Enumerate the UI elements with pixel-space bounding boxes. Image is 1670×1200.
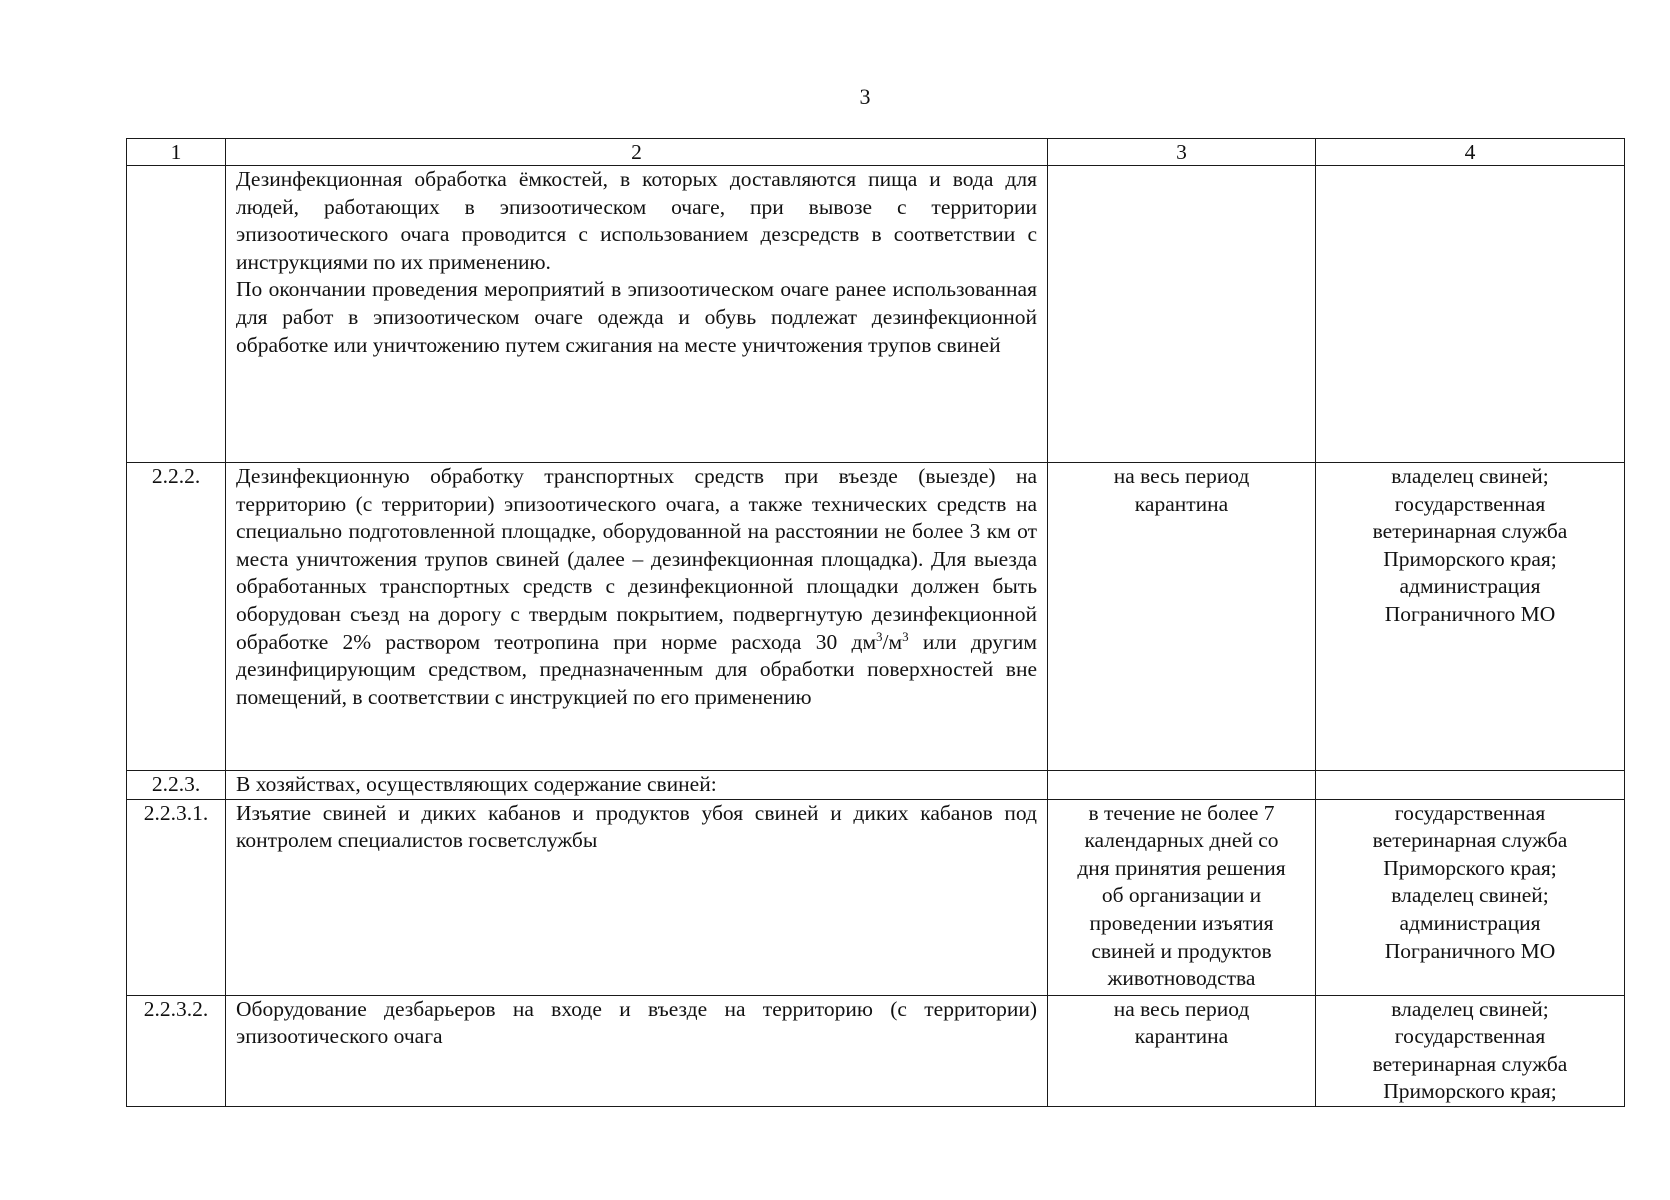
measure-paragraph: По окончании проведения мероприятий в эпизоотическом очаге ранее использованная для работ в эпизоотическом очаге одежда и обувь подлежат дезинфекционной обработке или уничтожению путем сжигания на месте уничтожения трупов свиней: [236, 277, 1037, 357]
column-header: 4: [1316, 139, 1625, 166]
responsible-cell: государственная ветеринарная служба Приморского края; владелец свиней; администрация Пограничного МО: [1316, 799, 1625, 995]
responsible-cell: владелец свиней; государственная ветеринарная служба Приморского края; администрация Пограничного МО: [1316, 463, 1625, 771]
measure-paragraph: Дезинфекционную обработку транспортных средств при въезде (выезде) на территорию (с территории) эпизоотического очага, а также технических средств на специально подготовленной площадке, оборудованной на расстоянии не более 3 км от места уничтожения трупов свиней (далее – дезинфекционная площадка). Для выезда обработанных транспортных средств с дезинфекционной площадки должен быть оборудован съезд на дорогу с твердым покрытием, подвергнутую дезинфекционной обработке 2% раствором теотропина при норме расхода 30 $дм^3/м^3$ или другим дезинфицирующим средством, предназначенным для обработки поверхностей вне помещений, в соответствии с инструкцией по его применению: [236, 464, 1037, 709]
table-row: [127, 995, 1625, 1106]
measure-text: [226, 166, 1048, 463]
column-header: 2: [226, 139, 1048, 166]
responsible-cell: [1316, 166, 1625, 463]
table-row: [127, 771, 1625, 800]
column-header: 1: [127, 139, 226, 166]
table-header-row: [127, 139, 1625, 166]
responsible-cell: владелец свиней; государственная ветеринарная служба Приморского края;: [1316, 995, 1625, 1106]
term-cell: на весь период карантина: [1048, 995, 1316, 1106]
term-cell: [1048, 166, 1316, 463]
responsible-cell: [1316, 771, 1625, 800]
column-header: 3: [1048, 139, 1316, 166]
term-cell: в течение не более 7 календарных дней со дня принятия решения об организации и проведении изъятия свиней и продуктов животноводства: [1048, 799, 1316, 995]
table-row: [127, 463, 1625, 771]
row-number: 2.2.3.1.: [127, 799, 226, 995]
row-number: 2.2.2.: [127, 463, 226, 771]
term-cell: на весь период карантина: [1048, 463, 1316, 771]
table-row: [127, 799, 1625, 995]
page-number: 3: [859, 84, 871, 109]
measure-text: Оборудование дезбарьеров на входе и въезде на территорию (с территории) эпизоотического очага: [226, 995, 1048, 1106]
row-number: 2.2.3.2.: [127, 995, 226, 1106]
term-cell: [1048, 771, 1316, 800]
measure-text: [226, 463, 1048, 771]
table-row: [127, 166, 1625, 463]
measure-text: В хозяйствах, осуществляющих содержание свиней:: [226, 771, 1048, 800]
row-number: [127, 166, 226, 463]
measure-paragraph: Дезинфекционная обработка ёмкостей, в которых доставляются пища и вода для людей, работающих в эпизоотическом очаге, при вывозе с территории эпизоотического очага проводится с использованием дезсредств в соответствии с инструкциями по их применению.: [236, 167, 1037, 274]
measure-text: Изъятие свиней и диких кабанов и продуктов убоя свиней и диких кабанов под контролем специалистов госветслужбы: [226, 799, 1048, 995]
row-number: 2.2.3.: [127, 771, 226, 800]
measures-table: [126, 138, 1625, 1107]
